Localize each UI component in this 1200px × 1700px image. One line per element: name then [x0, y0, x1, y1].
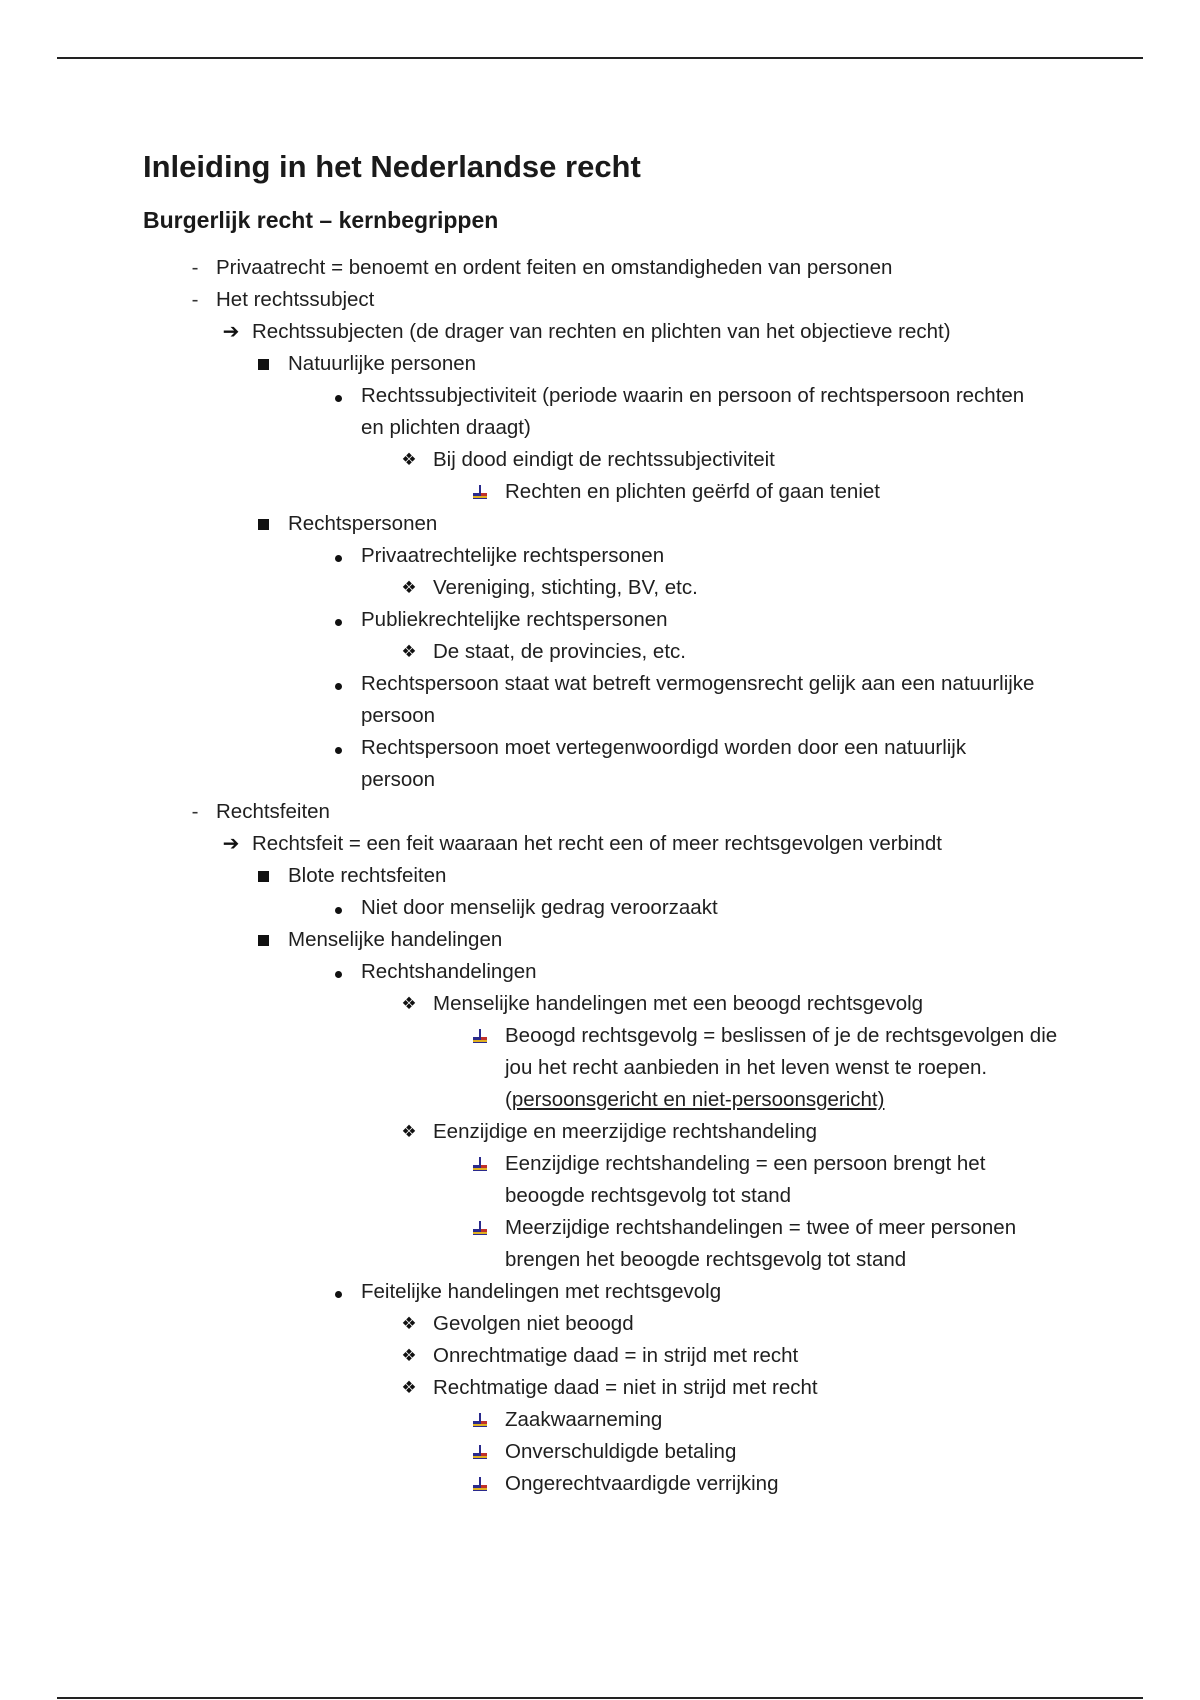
diamond-bullet-icon: ❖	[401, 994, 417, 1013]
pointing-hand-icon	[468, 476, 492, 510]
list-item-text: Rechtsfeit = een feit waaraan het recht een of meer rechtsgevolgen verbindt	[252, 832, 943, 855]
list-item-text: Blote rechtsfeiten	[288, 864, 447, 887]
list-item-text: Rechtmatige daad = niet in strijd met recht	[433, 1376, 818, 1399]
list-item	[143, 1020, 1143, 1116]
list-item	[143, 1308, 1143, 1340]
pointing-hand-icon	[468, 1404, 492, 1438]
arrow-right-icon: ➔	[222, 833, 240, 855]
list-item	[143, 252, 1043, 284]
round-bullet-icon	[326, 1276, 350, 1308]
list-item-text: Eenzijdige en meerzijdige rechtshandeling	[433, 1120, 818, 1143]
list-item-text: Rechtssubjectiviteit (periode waarin en persoon of rechtspersoon rechten en plichten draagt)	[361, 384, 1025, 439]
list-item-text: Rechtspersoon staat wat betreft vermogensrecht gelijk aan een natuurlijke persoon	[361, 672, 1035, 727]
round-bullet-icon	[326, 732, 350, 764]
list-item-text: Feitelijke handelingen met rechtsgevolg	[361, 1280, 722, 1303]
list-item	[143, 828, 1143, 860]
list-item	[143, 1116, 1143, 1148]
section-heading: Burgerlijk recht – kernbegrippen	[143, 207, 499, 233]
list-item	[143, 348, 1143, 380]
list-item	[143, 508, 1143, 540]
list-item-text: Rechtspersonen	[288, 512, 438, 535]
list-item	[143, 1340, 1143, 1372]
list-item	[143, 476, 1143, 508]
list-item	[143, 316, 1143, 348]
list-item-text: Bij dood eindigt de rechtssubjectiviteit	[433, 448, 775, 471]
round-bullet-icon	[326, 956, 350, 988]
square-bullet-icon	[251, 348, 275, 380]
footer-rule	[57, 1697, 1143, 1699]
round-bullet-icon	[326, 380, 350, 412]
list-item-text: Publiekrechtelijke rechtspersonen	[361, 608, 668, 631]
header-rule	[57, 57, 1143, 59]
list-item-text: Rechtssubjecten (de drager van rechten en plichten van het objectieve recht)	[252, 320, 951, 343]
list-item-text: Privaatrechtelijke rechtspersonen	[361, 544, 665, 567]
pointing-hand-icon	[468, 1468, 492, 1502]
list-item	[143, 1148, 1143, 1212]
list-item	[143, 1468, 1143, 1500]
square-bullet-icon	[251, 860, 275, 892]
list-item-text: Rechten en plichten geërfd of gaan teniet	[505, 480, 880, 503]
document-body	[143, 138, 1143, 1500]
list-item-text: Het rechtssubject	[216, 288, 375, 311]
list-item-text: Rechtshandelingen	[361, 960, 537, 983]
square-bullet-icon	[251, 924, 275, 956]
list-item	[143, 380, 1143, 444]
round-bullet-icon	[326, 892, 350, 924]
list-item-text: Menselijke handelingen	[288, 928, 503, 951]
definition-text: Beoogd rechtsgevolg = beslissen of je de rechtsgevolgen die jou het recht aanbieden in het leven wenst te roepen. (	[505, 1024, 1058, 1111]
list-item-text: Privaatrecht = benoemt en ordent feiten en omstandigheden van personen	[216, 256, 893, 279]
list-item-text: Niet door menselijk gedrag veroorzaakt	[361, 896, 718, 919]
list-item	[143, 924, 1143, 956]
list-item	[143, 604, 1143, 636]
list-item-text: Gevolgen niet beoogd	[433, 1312, 634, 1335]
list-item-text: Ongerechtvaardigde verrijking	[505, 1472, 779, 1495]
list-item-text: Rechtspersoon moet vertegenwoordigd worden door een natuurlijk persoon	[361, 736, 967, 791]
list-item	[143, 860, 1143, 892]
list-item-text: Vereniging, stichting, BV, etc.	[433, 576, 698, 599]
list-item-text: Menselijke handelingen met een beoogd rechtsgevolg	[433, 992, 924, 1015]
list-item-text: De staat, de provincies, etc.	[433, 640, 686, 663]
round-bullet-icon	[326, 668, 350, 700]
list-item-text: Natuurlijke personen	[288, 352, 477, 375]
square-bullet-icon	[251, 508, 275, 540]
round-bullet-icon	[326, 604, 350, 636]
list-item	[143, 284, 1043, 316]
pointing-hand-icon	[468, 1148, 492, 1182]
list-item	[143, 732, 1143, 796]
diamond-bullet-icon: ❖	[401, 642, 417, 661]
diamond-bullet-icon: ❖	[401, 1378, 417, 1397]
pointing-hand-icon	[468, 1212, 492, 1246]
outline-list	[143, 252, 1143, 1500]
list-item	[143, 444, 1143, 476]
list-item	[143, 1372, 1143, 1404]
list-item-text: Onrechtmatige daad = in strijd met recht	[433, 1344, 799, 1367]
list-item	[143, 572, 1143, 604]
list-item	[143, 636, 1143, 668]
list-item	[143, 1436, 1143, 1468]
diamond-bullet-icon: ❖	[401, 1122, 417, 1141]
pointing-hand-icon	[468, 1436, 492, 1470]
list-item-text: Onverschuldigde betaling	[505, 1440, 737, 1463]
pointing-hand-icon	[468, 1020, 492, 1054]
list-item	[143, 1404, 1143, 1436]
diamond-bullet-icon: ❖	[401, 1314, 417, 1333]
arrow-right-icon: ➔	[222, 321, 240, 343]
list-item	[143, 1212, 1143, 1276]
list-item-text: Zaakwaarneming	[505, 1408, 663, 1431]
list-item	[143, 540, 1143, 572]
list-item-text	[143, 1020, 1085, 1116]
list-item	[143, 1276, 1143, 1308]
round-bullet-icon	[326, 540, 350, 572]
diamond-bullet-icon: ❖	[401, 1346, 417, 1365]
diamond-bullet-icon: ❖	[401, 450, 417, 469]
underlined-text: persoonsgericht en niet-persoonsgericht)	[511, 1088, 885, 1111]
dash-bullet: -	[191, 256, 199, 279]
list-item-text: Rechtsfeiten	[216, 800, 330, 823]
list-item-text: Eenzijdige rechtshandeling = een persoon brengt het beoogde rechtsgevolg tot stand	[505, 1152, 986, 1207]
list-item-text: Meerzijdige rechtshandelingen = twee of meer personen brengen het beoogde rechtsgevolg tot stand	[505, 1216, 1017, 1271]
dash-bullet: -	[191, 288, 199, 311]
list-item	[143, 796, 1043, 828]
list-item	[143, 892, 1143, 924]
diamond-bullet-icon: ❖	[401, 578, 417, 597]
dash-bullet: -	[191, 800, 199, 823]
list-item	[143, 956, 1143, 988]
list-item	[143, 668, 1143, 732]
list-item	[143, 988, 1143, 1020]
document-title: Inleiding in het Nederlandse recht	[143, 149, 641, 184]
